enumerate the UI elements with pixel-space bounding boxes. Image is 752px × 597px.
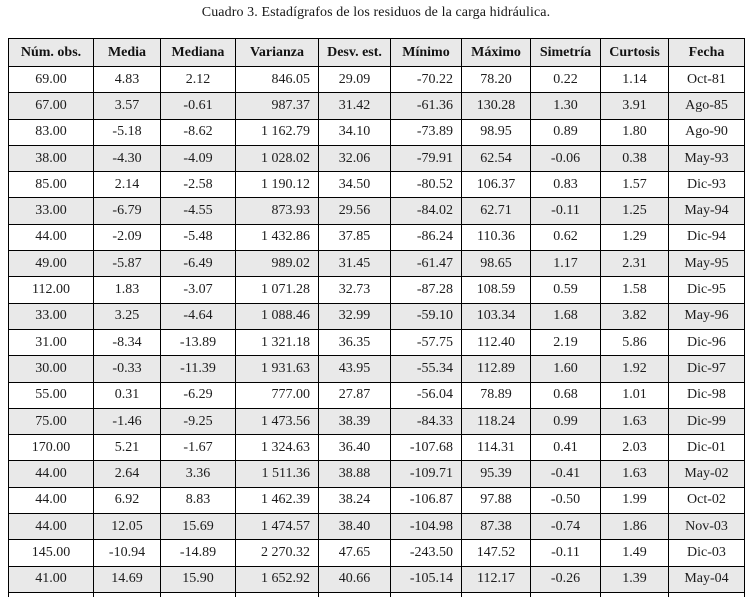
table-cell-desv-est: 27.87 <box>319 382 391 408</box>
table-cell-maximo: 118.24 <box>462 408 531 434</box>
column-header-fecha: Fecha <box>669 39 745 67</box>
table-row <box>9 119 745 145</box>
table-cell-desv-est: 40.66 <box>319 566 391 592</box>
table-cell-simetria: -0.11 <box>531 198 601 224</box>
table-cell-desv-est: 32.73 <box>319 277 391 303</box>
table-cell-maximo: 106.37 <box>462 172 531 198</box>
table-cell-simetria: 1.68 <box>531 303 601 329</box>
table-cell-varianza: 1 162.79 <box>236 119 319 145</box>
table-cell-curtosis: 1.39 <box>601 566 669 592</box>
table-cell-maximo: 114.31 <box>462 435 531 461</box>
column-header-desv-est: Desv. est. <box>319 39 391 67</box>
table-cell-mediana: -4.55 <box>161 198 236 224</box>
table-cell-desv-est: 38.88 <box>319 461 391 487</box>
table-cell-simetria: -0.41 <box>531 461 601 487</box>
table-row <box>9 540 745 566</box>
table-cell-minimo: -107.68 <box>391 435 462 461</box>
table-cell-minimo: -106.87 <box>391 487 462 513</box>
table-row <box>9 277 745 303</box>
table-cell-curtosis: 1.86 <box>601 514 669 540</box>
table-cell-fecha: May-94 <box>669 198 745 224</box>
table-cell-fecha: May-02 <box>669 461 745 487</box>
table-cell-num-obs: 83.00 <box>9 119 94 145</box>
table-cell-minimo: -84.02 <box>391 198 462 224</box>
table-cell-varianza: 1 473.56 <box>236 408 319 434</box>
table-cell-media: -8.34 <box>94 329 161 355</box>
table-cell-num-obs: 44.00 <box>9 224 94 250</box>
table-cell-media: 1.83 <box>94 277 161 303</box>
table-cell-empty <box>669 592 745 597</box>
table-cell-simetria: 0.59 <box>531 277 601 303</box>
table-cell-desv-est: 38.24 <box>319 487 391 513</box>
table-row <box>9 356 745 382</box>
table-cell-curtosis: 1.99 <box>601 487 669 513</box>
table-cell-desv-est: 36.35 <box>319 329 391 355</box>
table-cell-curtosis: 1.25 <box>601 198 669 224</box>
table-cell-curtosis: 3.82 <box>601 303 669 329</box>
table-cell-fecha: Dic-96 <box>669 329 745 355</box>
table-cell-fecha: May-04 <box>669 566 745 592</box>
table-cell-num-obs: 41.00 <box>9 566 94 592</box>
table-cell-minimo: -86.24 <box>391 224 462 250</box>
table-cell-fecha: May-93 <box>669 145 745 171</box>
table-cell-varianza: 1 321.18 <box>236 329 319 355</box>
table-cell-num-obs: 55.00 <box>9 382 94 408</box>
table-cell-simetria: 0.99 <box>531 408 601 434</box>
table-cell-maximo: 97.88 <box>462 487 531 513</box>
table-cell-media: 6.92 <box>94 487 161 513</box>
table-cell-curtosis: 2.31 <box>601 251 669 277</box>
table-cell-varianza: 1 324.63 <box>236 435 319 461</box>
table-cell-minimo: -73.89 <box>391 119 462 145</box>
table-cell-desv-est: 34.10 <box>319 119 391 145</box>
table-cell-mediana: 2.12 <box>161 67 236 93</box>
table-cell-minimo: -55.34 <box>391 356 462 382</box>
table-cell-media: 3.57 <box>94 93 161 119</box>
table-cell-varianza: 1 511.36 <box>236 461 319 487</box>
table-cell-minimo: -84.33 <box>391 408 462 434</box>
table-cell-simetria: -0.50 <box>531 487 601 513</box>
table-cell-fecha: Ago-85 <box>669 93 745 119</box>
table-cell-varianza: 1 931.63 <box>236 356 319 382</box>
table-cell-mediana: -6.49 <box>161 251 236 277</box>
column-header-maximo: Máximo <box>462 39 531 67</box>
table-cell-varianza: 1 652.92 <box>236 566 319 592</box>
table-cell-fecha: Dic-98 <box>669 382 745 408</box>
table-cell-simetria: 0.89 <box>531 119 601 145</box>
table-cell-fecha: May-96 <box>669 303 745 329</box>
table-cell-varianza: 1 432.86 <box>236 224 319 250</box>
table-cell-simetria: -0.26 <box>531 566 601 592</box>
table-cell-num-obs: 31.00 <box>9 329 94 355</box>
table-cell-desv-est: 38.40 <box>319 514 391 540</box>
table-cell-media: -2.09 <box>94 224 161 250</box>
table-cell-media: 0.31 <box>94 382 161 408</box>
table-cell-media: 2.14 <box>94 172 161 198</box>
table-cell-fecha: Dic-99 <box>669 408 745 434</box>
table-cell-mediana: -14.89 <box>161 540 236 566</box>
table-cell-minimo: -243.50 <box>391 540 462 566</box>
table-cell-simetria: -0.11 <box>531 540 601 566</box>
table-cell-desv-est: 29.56 <box>319 198 391 224</box>
cropped-next-row <box>9 592 745 597</box>
table-cell-empty <box>391 592 462 597</box>
table-cell-num-obs: 33.00 <box>9 303 94 329</box>
table-row <box>9 566 745 592</box>
table-row <box>9 382 745 408</box>
table-cell-mediana: 15.69 <box>161 514 236 540</box>
table-cell-minimo: -79.91 <box>391 145 462 171</box>
table-cell-minimo: -57.75 <box>391 329 462 355</box>
table-cell-num-obs: 33.00 <box>9 198 94 224</box>
table-cell-mediana: -2.58 <box>161 172 236 198</box>
table-cell-fecha: Nov-03 <box>669 514 745 540</box>
table-row <box>9 198 745 224</box>
table-row <box>9 329 745 355</box>
table-cell-simetria: -0.74 <box>531 514 601 540</box>
table-cell-mediana: -4.09 <box>161 145 236 171</box>
table-cell-empty <box>236 592 319 597</box>
table-cell-desv-est: 31.42 <box>319 93 391 119</box>
table-cell-curtosis: 1.58 <box>601 277 669 303</box>
table-cell-maximo: 78.89 <box>462 382 531 408</box>
table-cell-fecha: Ago-90 <box>669 119 745 145</box>
table-cell-curtosis: 3.91 <box>601 93 669 119</box>
table-cell-maximo: 103.34 <box>462 303 531 329</box>
table-cell-minimo: -70.22 <box>391 67 462 93</box>
table-cell-maximo: 110.36 <box>462 224 531 250</box>
table-cell-simetria: 1.17 <box>531 251 601 277</box>
table-cell-varianza: 777.00 <box>236 382 319 408</box>
table-cell-mediana: 8.83 <box>161 487 236 513</box>
table-caption: Cuadro 3. Estadígrafos de los residuos de la carga hidráulica. <box>201 5 551 20</box>
table-cell-fecha: Dic-95 <box>669 277 745 303</box>
table-cell-fecha: Oct-02 <box>669 487 745 513</box>
table-cell-fecha: Dic-93 <box>669 172 745 198</box>
table-cell-curtosis: 1.63 <box>601 461 669 487</box>
table-cell-desv-est: 37.85 <box>319 224 391 250</box>
table-cell-minimo: -56.04 <box>391 382 462 408</box>
table-cell-desv-est: 36.40 <box>319 435 391 461</box>
column-header-num-obs: Núm. obs. <box>9 39 94 67</box>
table-cell-media: 3.25 <box>94 303 161 329</box>
table-cell-empty <box>319 592 391 597</box>
table-row <box>9 435 745 461</box>
table-cell-minimo: -87.28 <box>391 277 462 303</box>
table-cell-media: -1.46 <box>94 408 161 434</box>
table-cell-simetria: -0.06 <box>531 145 601 171</box>
table-cell-desv-est: 38.39 <box>319 408 391 434</box>
table-cell-simetria: 0.83 <box>531 172 601 198</box>
table-cell-varianza: 873.93 <box>236 198 319 224</box>
table-cell-mediana: -13.89 <box>161 329 236 355</box>
header-row <box>9 39 745 67</box>
column-header-minimo: Mínimo <box>391 39 462 67</box>
table-cell-mediana: 15.90 <box>161 566 236 592</box>
table-cell-curtosis: 1.01 <box>601 382 669 408</box>
table-cell-minimo: -104.98 <box>391 514 462 540</box>
table-cell-simetria: 0.22 <box>531 67 601 93</box>
table-cell-mediana: 3.36 <box>161 461 236 487</box>
table-cell-empty <box>531 592 601 597</box>
table-cell-num-obs: 67.00 <box>9 93 94 119</box>
table-cell-media: 4.83 <box>94 67 161 93</box>
table-cell-varianza: 1 088.46 <box>236 303 319 329</box>
table-cell-varianza: 1 474.57 <box>236 514 319 540</box>
table-cell-simetria: 1.60 <box>531 356 601 382</box>
table-cell-varianza: 987.37 <box>236 93 319 119</box>
table-cell-media: 12.05 <box>94 514 161 540</box>
table-cell-desv-est: 32.99 <box>319 303 391 329</box>
table-cell-mediana: -6.29 <box>161 382 236 408</box>
statistics-table <box>8 38 745 597</box>
table-cell-curtosis: 1.14 <box>601 67 669 93</box>
table-cell-curtosis: 1.63 <box>601 408 669 434</box>
table-cell-num-obs: 75.00 <box>9 408 94 434</box>
table-cell-maximo: 112.89 <box>462 356 531 382</box>
table-cell-mediana: -1.67 <box>161 435 236 461</box>
table-cell-empty <box>161 592 236 597</box>
table-cell-fecha: Oct-81 <box>669 67 745 93</box>
table-cell-num-obs: 49.00 <box>9 251 94 277</box>
table-cell-minimo: -80.52 <box>391 172 462 198</box>
table-cell-varianza: 2 270.32 <box>236 540 319 566</box>
table-cell-num-obs: 44.00 <box>9 461 94 487</box>
table-cell-maximo: 147.52 <box>462 540 531 566</box>
table-row <box>9 461 745 487</box>
table-cell-curtosis: 1.29 <box>601 224 669 250</box>
table-cell-maximo: 98.65 <box>462 251 531 277</box>
table-cell-maximo: 78.20 <box>462 67 531 93</box>
table-cell-minimo: -109.71 <box>391 461 462 487</box>
table-cell-simetria: 2.19 <box>531 329 601 355</box>
table-cell-desv-est: 34.50 <box>319 172 391 198</box>
table-cell-curtosis: 1.49 <box>601 540 669 566</box>
table-row <box>9 487 745 513</box>
table-cell-curtosis: 5.86 <box>601 329 669 355</box>
table-cell-fecha: May-95 <box>669 251 745 277</box>
table-cell-fecha: Dic-01 <box>669 435 745 461</box>
table-cell-minimo: -105.14 <box>391 566 462 592</box>
table-row <box>9 93 745 119</box>
column-header-mediana: Mediana <box>161 39 236 67</box>
table-cell-varianza: 1 028.02 <box>236 145 319 171</box>
table-cell-simetria: 1.30 <box>531 93 601 119</box>
table-cell-maximo: 98.95 <box>462 119 531 145</box>
table-cell-maximo: 108.59 <box>462 277 531 303</box>
table-cell-media: -10.94 <box>94 540 161 566</box>
table-cell-media: -0.33 <box>94 356 161 382</box>
table-cell-maximo: 62.54 <box>462 145 531 171</box>
table-cell-empty <box>9 592 94 597</box>
table-cell-mediana: -11.39 <box>161 356 236 382</box>
table-cell-empty <box>94 592 161 597</box>
table-cell-simetria: 0.41 <box>531 435 601 461</box>
table-cell-media: 14.69 <box>94 566 161 592</box>
table-cell-varianza: 1 071.28 <box>236 277 319 303</box>
column-header-simetria: Simetría <box>531 39 601 67</box>
table-cell-varianza: 989.02 <box>236 251 319 277</box>
table-cell-desv-est: 32.06 <box>319 145 391 171</box>
table-cell-media: -4.30 <box>94 145 161 171</box>
table-cell-maximo: 95.39 <box>462 461 531 487</box>
table-cell-mediana: -9.25 <box>161 408 236 434</box>
table-cell-mediana: -5.48 <box>161 224 236 250</box>
table-body <box>9 67 745 597</box>
table-cell-fecha: Dic-97 <box>669 356 745 382</box>
table-row <box>9 145 745 171</box>
table-cell-minimo: -61.36 <box>391 93 462 119</box>
table-cell-empty <box>462 592 531 597</box>
table-row <box>9 303 745 329</box>
table-cell-fecha: Dic-94 <box>669 224 745 250</box>
table-cell-num-obs: 69.00 <box>9 67 94 93</box>
table-cell-simetria: 0.62 <box>531 224 601 250</box>
table-row <box>9 172 745 198</box>
table-cell-media: 5.21 <box>94 435 161 461</box>
table-row <box>9 408 745 434</box>
table-cell-desv-est: 43.95 <box>319 356 391 382</box>
table-row <box>9 224 745 250</box>
table-row <box>9 67 745 93</box>
column-header-curtosis: Curtosis <box>601 39 669 67</box>
table-cell-mediana: -4.64 <box>161 303 236 329</box>
table-cell-fecha: Dic-03 <box>669 540 745 566</box>
table-row <box>9 514 745 540</box>
table-cell-media: 2.64 <box>94 461 161 487</box>
table-cell-num-obs: 112.00 <box>9 277 94 303</box>
table-cell-maximo: 112.17 <box>462 566 531 592</box>
table-cell-curtosis: 0.38 <box>601 145 669 171</box>
table-cell-num-obs: 44.00 <box>9 514 94 540</box>
table-cell-curtosis: 2.03 <box>601 435 669 461</box>
table-cell-media: -5.87 <box>94 251 161 277</box>
table-cell-curtosis: 1.92 <box>601 356 669 382</box>
table-cell-num-obs: 170.00 <box>9 435 94 461</box>
table-cell-media: -6.79 <box>94 198 161 224</box>
table-cell-curtosis: 1.57 <box>601 172 669 198</box>
table-cell-desv-est: 31.45 <box>319 251 391 277</box>
table-cell-num-obs: 145.00 <box>9 540 94 566</box>
column-header-varianza: Varianza <box>236 39 319 67</box>
table-cell-maximo: 130.28 <box>462 93 531 119</box>
table-cell-num-obs: 44.00 <box>9 487 94 513</box>
table-cell-simetria: 0.68 <box>531 382 601 408</box>
table-cell-desv-est: 29.09 <box>319 67 391 93</box>
table-cell-num-obs: 85.00 <box>9 172 94 198</box>
table-cell-mediana: -3.07 <box>161 277 236 303</box>
column-header-media: Media <box>94 39 161 67</box>
table-cell-maximo: 62.71 <box>462 198 531 224</box>
table-cell-empty <box>601 592 669 597</box>
table-cell-media: -5.18 <box>94 119 161 145</box>
table-cell-curtosis: 1.80 <box>601 119 669 145</box>
table-row <box>9 251 745 277</box>
table-cell-varianza: 846.05 <box>236 67 319 93</box>
table-cell-num-obs: 38.00 <box>9 145 94 171</box>
table-cell-minimo: -61.47 <box>391 251 462 277</box>
table-cell-mediana: -0.61 <box>161 93 236 119</box>
table-cell-maximo: 87.38 <box>462 514 531 540</box>
table-cell-varianza: 1 190.12 <box>236 172 319 198</box>
table-cell-varianza: 1 462.39 <box>236 487 319 513</box>
table-cell-maximo: 112.40 <box>462 329 531 355</box>
table-cell-desv-est: 47.65 <box>319 540 391 566</box>
table-cell-num-obs: 30.00 <box>9 356 94 382</box>
table-cell-mediana: -8.62 <box>161 119 236 145</box>
table-cell-minimo: -59.10 <box>391 303 462 329</box>
